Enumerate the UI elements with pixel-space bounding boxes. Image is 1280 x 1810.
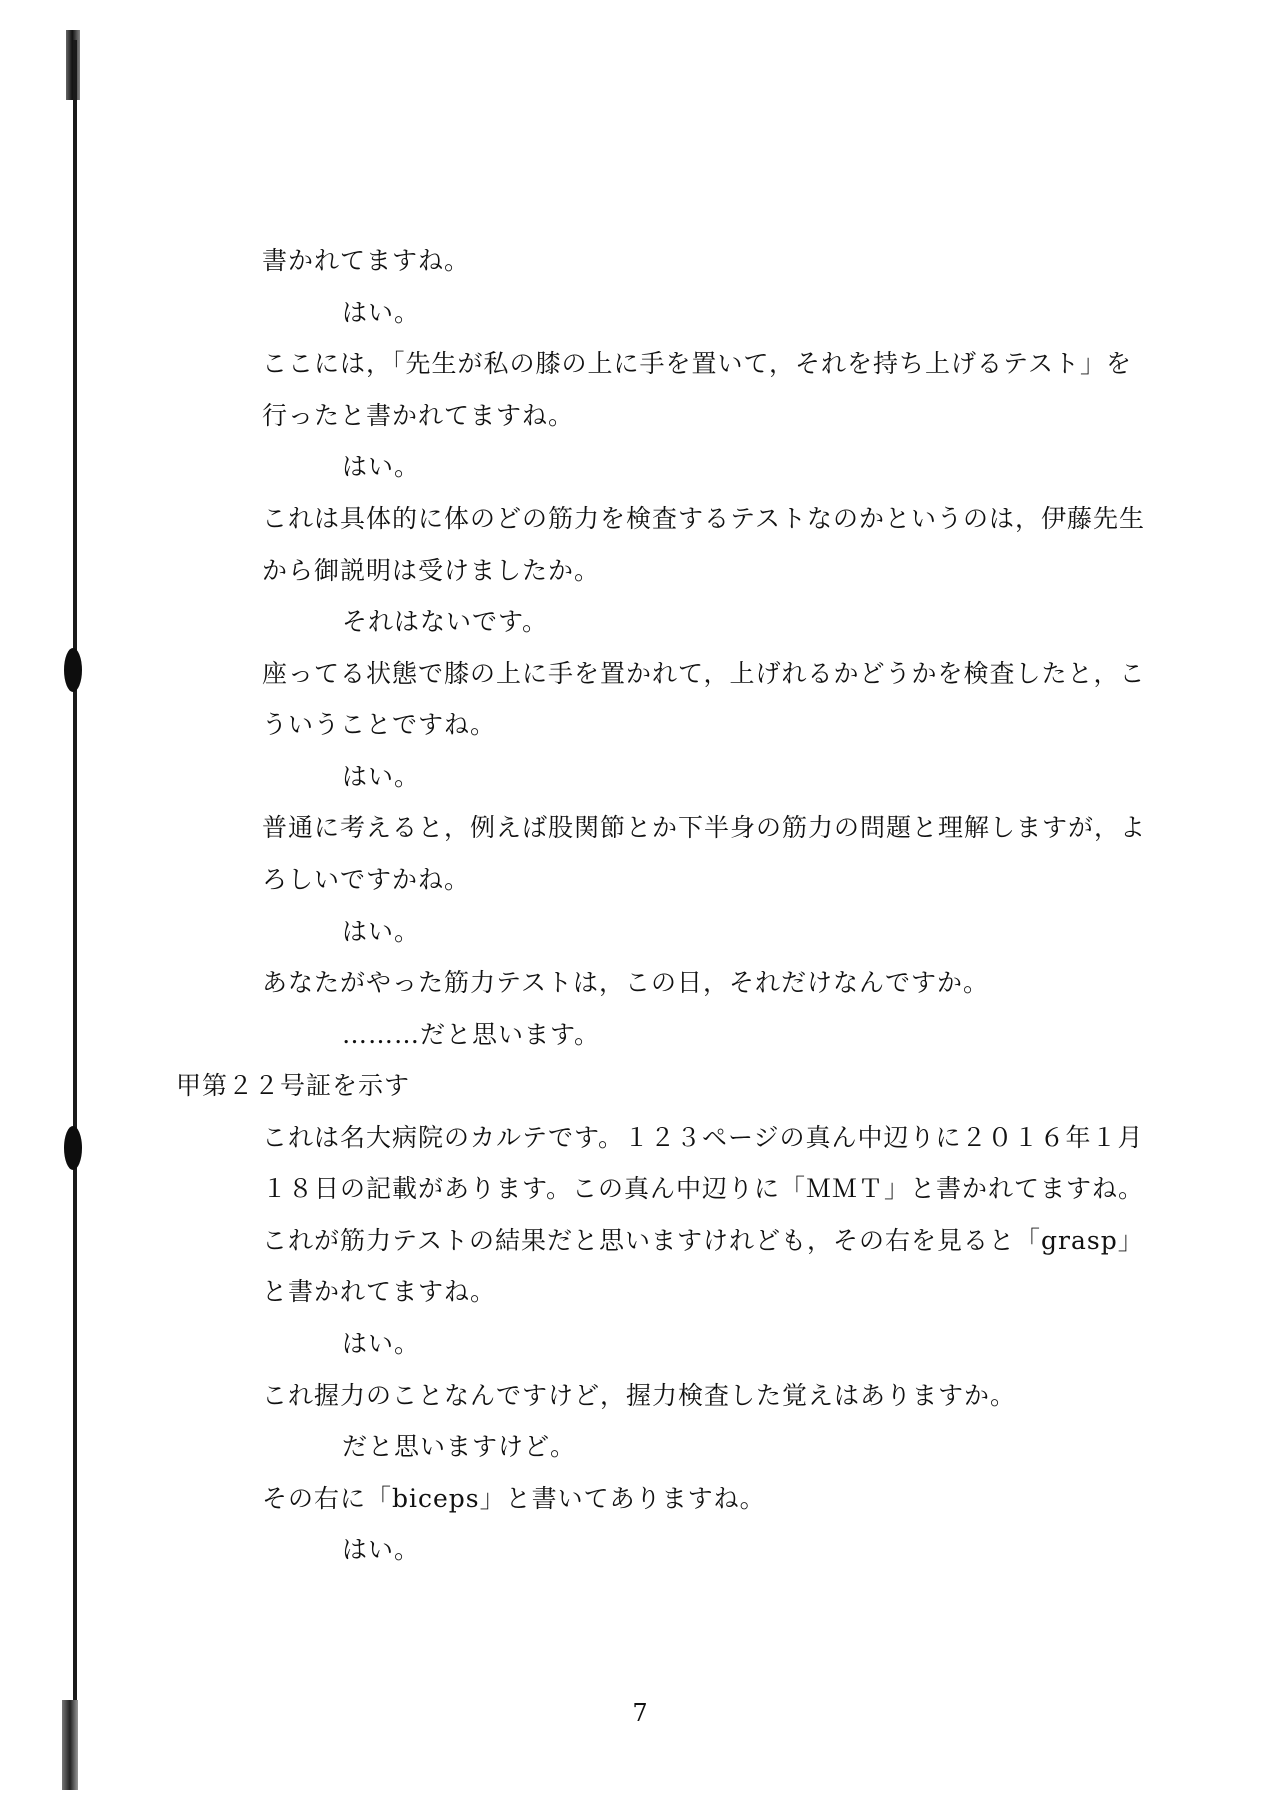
answer-line: はい。 xyxy=(342,298,421,327)
binding-edge xyxy=(73,40,77,1780)
question-line: ろしいですかね。 xyxy=(262,865,471,894)
question-line: と書かれてますね。 xyxy=(262,1277,497,1306)
question-line: から御説明は受けましたか。 xyxy=(262,556,601,585)
question-line: １８日の記載があります。この真ん中辺りに「ＭＭＴ」と書かれてますね。 xyxy=(262,1174,1145,1203)
answer-line: はい。 xyxy=(342,1535,421,1564)
answer-line: ………だと思います。 xyxy=(342,1020,601,1049)
answer-line: はい。 xyxy=(342,1329,421,1358)
answer-line: だと思いますけど。 xyxy=(342,1432,577,1461)
punch-hole xyxy=(64,1126,82,1170)
punch-hole xyxy=(64,648,82,692)
question-line: あなたがやった筋力テストは，この日，それだけなんですか。 xyxy=(262,968,990,997)
question-line: ういうことですね。 xyxy=(262,710,497,739)
question-line: これ握力のことなんですけど，握力検査した覚えはありますか。 xyxy=(262,1381,1017,1410)
exhibit-heading: 甲第２２号証を示す xyxy=(176,1071,411,1100)
question-line: 書かれてますね。 xyxy=(262,246,471,275)
question-line: その右に「biceps」と書いてありますね。 xyxy=(262,1484,766,1513)
question-line: 行ったと書かれてますね。 xyxy=(262,401,575,430)
page-number: 7 xyxy=(632,1699,648,1727)
answer-line: それはないです。 xyxy=(342,607,549,636)
answer-line: はい。 xyxy=(342,452,421,481)
question-line: これが筋力テストの結果だと思いますけれども，その右を見ると「grasp」 xyxy=(262,1226,1144,1255)
answer-line: はい。 xyxy=(342,762,421,791)
question-line: ここには，「先生が私の膝の上に手を置いて，それを持ち上げるテスト」を xyxy=(262,349,1133,378)
answer-line: はい。 xyxy=(342,917,421,946)
question-line: 普通に考えると，例えば股関節とか下半身の筋力の問題と理解しますが，よ xyxy=(262,813,1147,842)
question-line: これは具体的に体のどの筋力を検査するテストなのかというのは，伊藤先生 xyxy=(262,504,1146,533)
question-line: 座ってる状態で膝の上に手を置かれて，上げれるかどうかを検査したと，こ xyxy=(262,659,1146,688)
question-line: これは名大病院のカルテです。１２３ページの真ん中辺りに２０１６年１月 xyxy=(262,1123,1144,1152)
